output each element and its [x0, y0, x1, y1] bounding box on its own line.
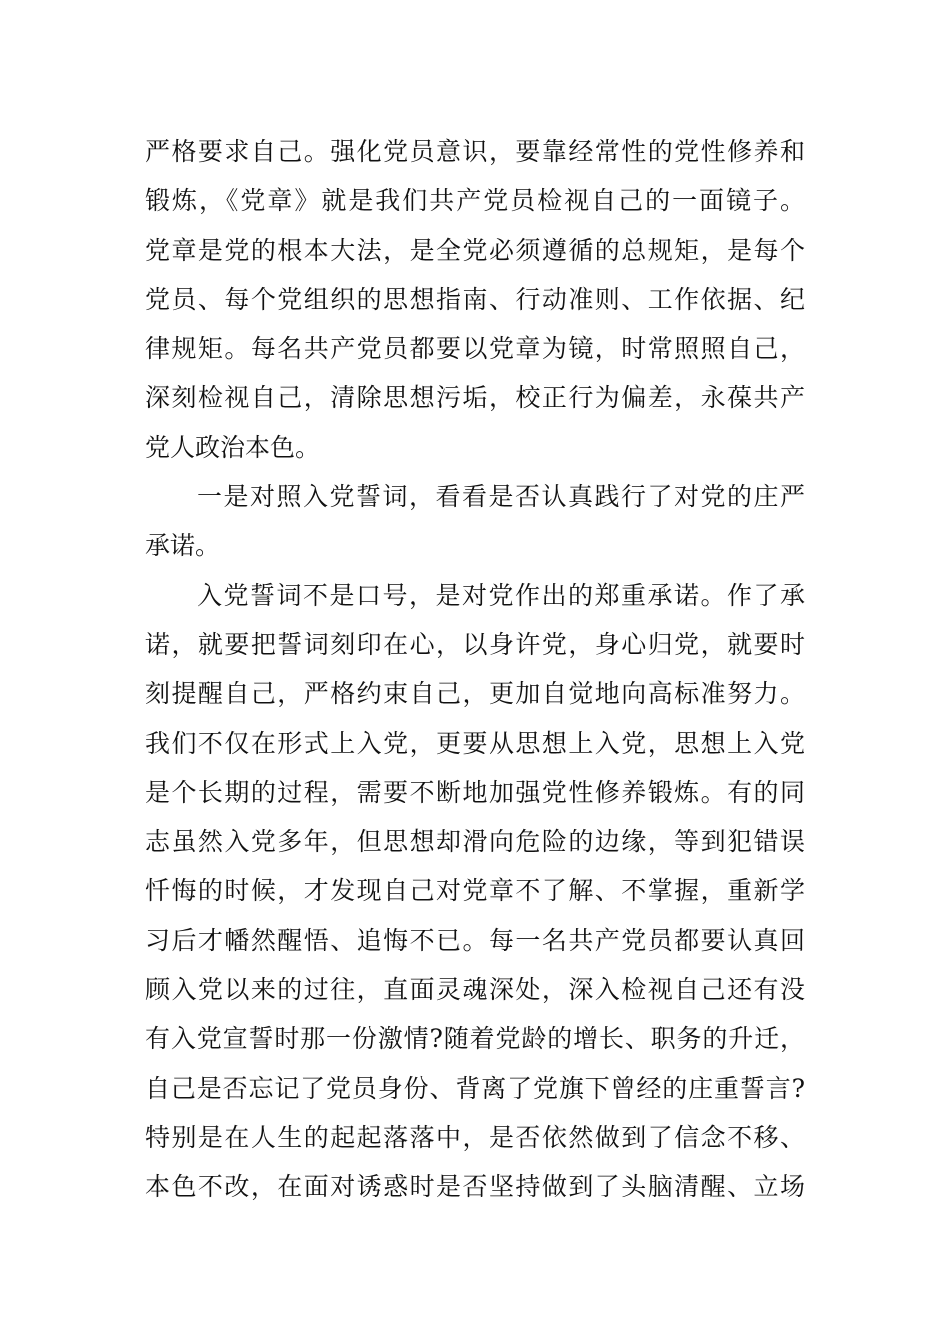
- paragraph-3: [145, 571, 805, 1212]
- text-line: 锻炼，《党章》就是我们共产党员检视自己的一面镜子。: [145, 186, 805, 216]
- paragraph-1: [145, 127, 805, 472]
- text-line: 是个长期的过程，需要不断地加强党性修养锻炼。有的同: [145, 777, 805, 807]
- text-line: 志虽然入党多年，但思想却滑向危险的边缘，等到犯错误: [145, 827, 805, 857]
- text-line: 党员、每个党组织的思想指南、行动准则、工作依据、纪: [145, 284, 805, 314]
- text-line: 刻提醒自己，严格约束自己，更加自觉地向高标准努力。: [145, 679, 805, 709]
- text-line: 诺，就要把誓词刻印在心，以身许党，身心归党，就要时: [145, 629, 805, 659]
- text-line: 入党誓词不是口号，是对党作出的郑重承诺。作了承: [197, 580, 805, 610]
- text-line: 忏悔的时候，才发现自己对党章不了解、不掌握，重新学: [145, 876, 805, 906]
- text-line: 习后才幡然醒悟、追悔不已。每一名共产党员都要认真回: [145, 925, 805, 955]
- document-body: [145, 127, 805, 1212]
- text-line: 特别是在人生的起起落落中，是否依然做到了信念不移、: [145, 1122, 805, 1152]
- text-line: 党人政治本色。: [145, 432, 321, 462]
- text-line: 承诺。: [145, 531, 221, 561]
- text-line: 党章是党的根本大法，是全党必须遵循的总规矩，是每个: [145, 235, 805, 265]
- text-line: 律规矩。每名共产党员都要以党章为镜，时常照照自己，: [145, 334, 805, 364]
- text-line: 深刻检视自己，清除思想污垢，校正行为偏差，永葆共产: [145, 383, 805, 413]
- text-line: 有入党宣誓时那一份激情?随着党龄的增长、职务的升迁，: [145, 1024, 805, 1054]
- text-line: 严格要求自己。强化党员意识，要靠经常性的党性修养和: [145, 137, 805, 166]
- text-line: 本色不改，在面对诱惑时是否坚持做到了头脑清醒、立场: [145, 1172, 805, 1202]
- text-line: 自己是否忘记了党员身份、背离了党旗下曾经的庄重誓言?: [145, 1073, 805, 1103]
- paragraph-2-heading: [145, 472, 805, 571]
- text-line: 一是对照入党誓词，看看是否认真践行了对党的庄严: [197, 482, 805, 512]
- text-line: 我们不仅在形式上入党，更要从思想上入党，思想上入党: [145, 728, 805, 758]
- text-line: 顾入党以来的过往，直面灵魂深处，深入检视自己还有没: [145, 975, 805, 1005]
